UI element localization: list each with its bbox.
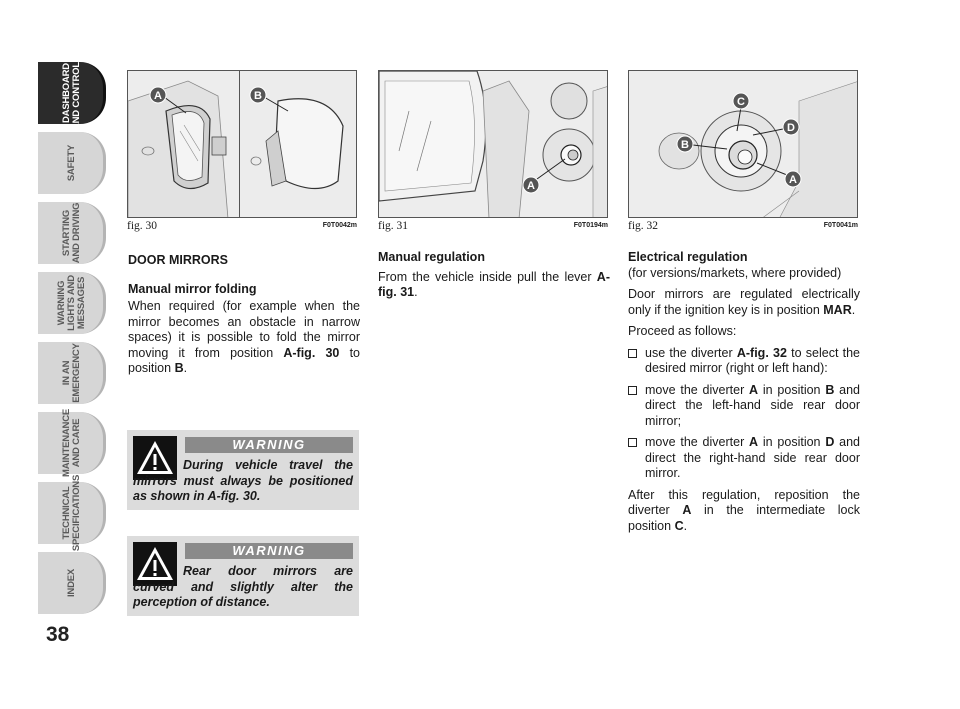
text: Door mirrors are regulated electrically only if the ignition key is in position	[628, 287, 860, 317]
list-item	[628, 383, 860, 430]
tab-label: INDEX	[66, 568, 77, 598]
figure-30-mirror-folding	[127, 70, 357, 218]
figure-number: fig. 31	[378, 220, 409, 232]
text: to position	[128, 345, 360, 375]
figure-32-caption	[628, 220, 858, 234]
figure-number: fig. 30	[127, 220, 158, 232]
marker-a-label: A	[789, 174, 797, 186]
position-ref: A	[749, 382, 759, 397]
subheading: Manual mirror folding	[128, 281, 257, 296]
text: use the diverter	[645, 345, 737, 360]
figure-code: F0T0041m	[823, 222, 858, 229]
section-heading: DOOR MIRRORS	[128, 253, 228, 267]
marker-c-label: C	[737, 96, 745, 108]
position-ref: D	[825, 435, 835, 449]
marker-b-label: B	[254, 90, 262, 102]
text: .	[683, 518, 688, 533]
warning-box-mirror-position	[127, 430, 359, 510]
checkbox-bullet-icon	[628, 349, 637, 358]
text: From the vehicle inside pull the lever	[378, 269, 597, 284]
text: to select the desired mirror (right or left hand):	[645, 345, 861, 375]
position-ref: C	[674, 518, 684, 533]
manual-paragraph	[378, 270, 610, 301]
marker-d-label: D	[787, 122, 795, 134]
tab-label: WARNING LIGHTS AND MESSAGES	[56, 275, 87, 331]
tab-label: MAINTENANCE AND CARE	[61, 409, 82, 477]
figure-number: fig. 32	[628, 220, 659, 232]
figure-ref: A-fig. 31	[378, 269, 610, 299]
tab-index[interactable]	[38, 552, 106, 614]
warning-label: WARNING	[185, 543, 353, 559]
warning-label: WARNING	[185, 437, 353, 453]
tab-label: TECHNICAL SPECIFICATIONS	[61, 474, 82, 552]
text: move the diverter	[645, 382, 750, 397]
figure-ref: A-fig. 32	[736, 345, 787, 360]
position-ref: A	[749, 435, 759, 449]
position-ref: B	[174, 361, 184, 375]
position-ref: A	[682, 503, 692, 517]
tab-label: DASHBOARD AND CONTROLS	[61, 55, 82, 131]
text: move the diverter	[645, 435, 750, 449]
tab-dashboard-and-controls[interactable]	[38, 55, 106, 131]
figure-31-manual-regulation	[378, 70, 608, 218]
subtitle: (for versions/markets, where provided)	[628, 265, 842, 280]
figure-code: F0T0042m	[322, 222, 357, 229]
figure-ref: A-fig. 30	[283, 345, 340, 360]
list-item	[628, 346, 860, 377]
text: .	[851, 302, 856, 317]
tab-label: SAFETY	[66, 144, 77, 182]
text: and direct the left-hand side rear door mirror;	[645, 382, 861, 428]
text: in position	[758, 382, 826, 397]
marker-a-label: A	[527, 180, 535, 192]
tab-warning-lights-and-messages[interactable]	[38, 272, 106, 334]
figure-31-caption	[378, 220, 608, 234]
list-item	[628, 435, 860, 482]
text: in the intermediate lock position	[628, 503, 861, 533]
tab-technical-specifications[interactable]	[38, 474, 106, 552]
page-number: 38	[46, 623, 70, 646]
tab-safety[interactable]	[38, 132, 106, 194]
text: After this regulation, reposition the diverter	[628, 487, 860, 517]
column-door-mirrors	[128, 250, 360, 383]
subheading: Manual regulation	[378, 250, 485, 264]
tab-label: STARTING AND DRIVING	[61, 202, 82, 264]
tab-label: IN AN EMERGENCY	[61, 343, 82, 403]
tab-in-an-emergency[interactable]	[38, 342, 106, 404]
key-position: MAR	[823, 302, 852, 317]
proceed-paragraph: Proceed as follows:	[628, 324, 737, 338]
checkbox-bullet-icon	[628, 386, 637, 395]
tab-starting-and-driving[interactable]	[38, 202, 106, 264]
position-ref: B	[825, 382, 835, 397]
column-electrical-regulation	[628, 250, 860, 540]
text: and direct the right-hand side rear door mirror.	[645, 435, 861, 480]
column-manual-regulation	[378, 250, 610, 307]
checkbox-bullet-icon	[628, 438, 637, 447]
ignition-paragraph	[628, 287, 860, 318]
figure-code: F0T0194m	[573, 222, 608, 229]
figure-30-caption	[127, 220, 357, 234]
marker-a-label: A	[154, 90, 162, 102]
warning-text: Rear door mirrors are curved and slightly alter the perception of distance.	[133, 564, 353, 609]
text: When required (for example when the mirror becomes an obstacle in narrow spaces) it is possible to fold the mirror moving it from position	[128, 299, 360, 360]
marker-b-label: B	[681, 139, 689, 151]
text: in position	[758, 435, 826, 449]
text: .	[183, 361, 188, 375]
warning-box-curved-mirrors	[127, 536, 359, 616]
warning-text: During vehicle travel the mirrors must always be positioned as shown in A-fig. 30.	[133, 458, 353, 503]
text: .	[414, 285, 418, 299]
figure-32-electrical-regulation	[628, 70, 858, 218]
subheading: Electrical regulation	[628, 250, 748, 264]
folding-paragraph	[128, 299, 360, 377]
tab-maintenance-and-care[interactable]	[38, 409, 106, 477]
reposition-paragraph	[628, 488, 860, 535]
